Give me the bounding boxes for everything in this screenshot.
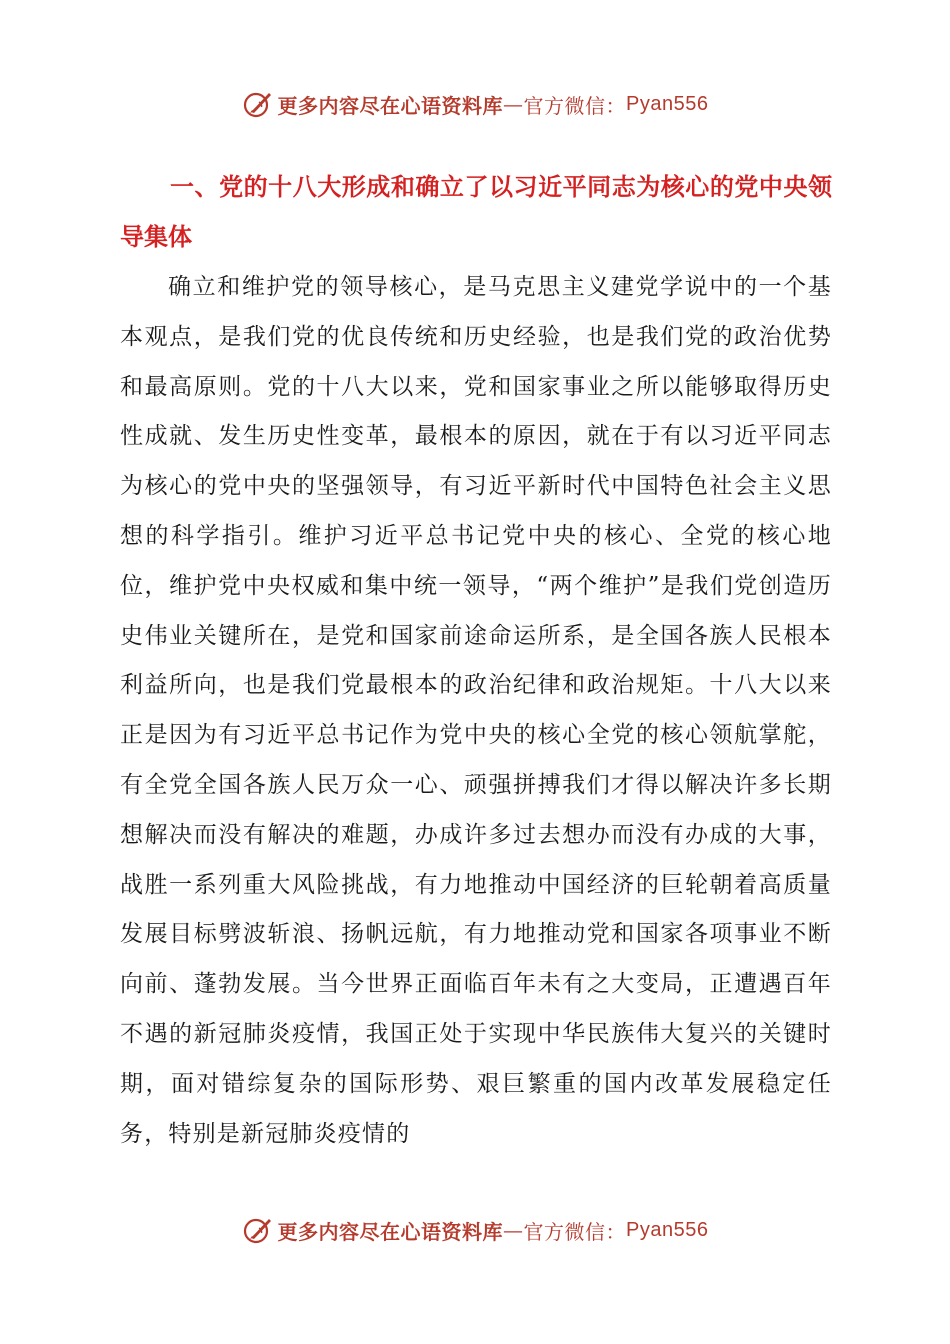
- watermark-prefix: 更多内容尽在心语资料库: [277, 1219, 504, 1244]
- footer-watermark: [0, 1210, 950, 1250]
- quill-circle-icon: [242, 1214, 274, 1246]
- watermark-handle: Pyan556: [626, 1218, 709, 1241]
- watermark-handle: Pyan556: [626, 92, 709, 115]
- document-body: [120, 163, 832, 1159]
- watermark-middle: 官方微信：: [523, 93, 627, 118]
- header-watermark: [0, 84, 950, 124]
- section-heading: 一、党的十八大形成和确立了以习近平同志为核心的党中央领导集体: [120, 174, 832, 251]
- watermark-prefix: 更多内容尽在心语资料库: [277, 93, 504, 118]
- watermark-separator: —: [503, 1218, 524, 1242]
- quill-circle-icon: [242, 88, 274, 120]
- watermark-separator: —: [503, 92, 524, 116]
- watermark-middle: 官方微信：: [523, 1219, 627, 1244]
- body-paragraph: 确立和维护党的领导核心，是马克思主义建党学说中的一个基本观点，是我们党的优良传统和历史经验，也是我们党的政治优势和最高原则。党的十八大以来，党和国家事业之所以能够取得历史性成就、发生历史性变革，最根本的原因，就在于有以习近平同志为核心的党中央的坚强领导，有习近平新时代中国特色社会主义思想的科学指引。维护习近平总书记党中央的核心、全党的核心地位，维护党中央权威和集中统一领导，“两个维护”是我们党创造历史伟业关键所在，是党和国家前途命运所系，是全国各族人民根本利益所向，也是我们党最根本的政治纪律和政治规矩。十八大以来正是因为有习近平总书记作为党中央的核心全党的核心领航掌舵，有全党全国各族人民万众一心、顽强拼搏我们才得以解决许多长期想解决而没有解决的难题，办成许多过去想办而没有办成的大事，战胜一系列重大风险挑战，有力地推动中国经济的巨轮朝着高质量发展目标劈波斩浪、扬帆远航，有力地推动党和国家各项事业不断向前、蓬勃发展。当今世界正面临百年未有之大变局，正遭遇百年不遇的新冠肺炎疫情，我国正处于实现中华民族伟大复兴的关键时期，面对错综复杂的国际形势、艰巨繁重的国内改革发展稳定任务，特别是新冠肺炎疫情的: [120, 274, 832, 1147]
